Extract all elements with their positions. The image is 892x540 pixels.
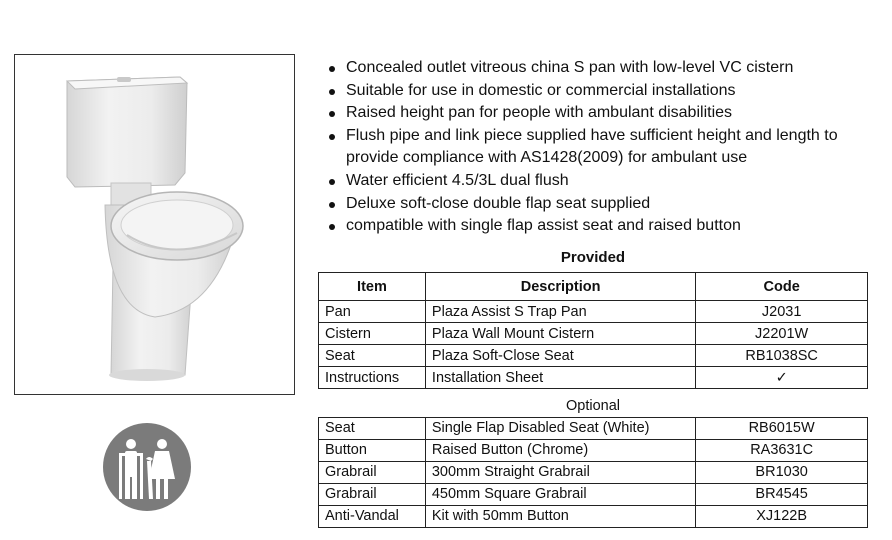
table-row (319, 439, 868, 461)
table-row (319, 323, 868, 345)
cell-description: Plaza Assist S Trap Pan (425, 301, 695, 323)
cell-code: RB1038SC (696, 345, 868, 367)
header-item: Item (319, 273, 426, 301)
optional-table (318, 395, 868, 528)
feature-item: Flush pipe and link piece supplied have sufficient height and length to provide compliance with AS1428(2009) for ambulant use (326, 125, 876, 170)
cell-item: Pan (319, 301, 426, 323)
table-row (319, 345, 868, 367)
feature-item: compatible with single flap assist seat and raised button (326, 215, 876, 238)
cell-code: XJ122B (696, 505, 868, 527)
optional-title: Optional (319, 395, 868, 417)
cell-description: Plaza Soft-Close Seat (425, 345, 695, 367)
cell-code: J2201W (696, 323, 868, 345)
cell-item: Grabrail (319, 461, 426, 483)
cell-code: BR4545 (696, 483, 868, 505)
feature-item: Water efficient 4.5/3L dual flush (326, 170, 876, 193)
feature-item: Deluxe soft-close double flap seat supplied (326, 193, 876, 216)
table-row (319, 417, 868, 439)
cell-code: BR1030 (696, 461, 868, 483)
cell-code: RA3631C (696, 439, 868, 461)
table-row (319, 301, 868, 323)
header-description: Description (425, 273, 695, 301)
product-image-frame (14, 54, 295, 395)
feature-item: Concealed outlet vitreous china S pan with low-level VC cistern (326, 57, 876, 80)
table-row (319, 367, 868, 389)
table-title-row (319, 395, 868, 417)
provided-title: Provided (560, 249, 626, 266)
provided-table (318, 272, 868, 389)
cell-item: Cistern (319, 323, 426, 345)
feature-item: Suitable for use in domestic or commercial installations (326, 80, 876, 103)
cell-description: 300mm Straight Grabrail (425, 461, 695, 483)
feature-list (326, 57, 876, 238)
table-row (319, 505, 868, 527)
checkmark-icon: ✓ (696, 367, 868, 389)
cell-item: Anti-Vandal (319, 505, 426, 527)
table-row (319, 461, 868, 483)
feature-item: Raised height pan for people with ambulant disabilities (326, 102, 876, 125)
cell-item: Instructions (319, 367, 426, 389)
table-header-row (319, 273, 868, 301)
cell-description: Raised Button (Chrome) (425, 439, 695, 461)
cell-code: J2031 (696, 301, 868, 323)
header-code: Code (696, 273, 868, 301)
toilet-suite-image (15, 55, 294, 394)
cell-item: Seat (319, 345, 426, 367)
cell-code: RB6015W (696, 417, 868, 439)
cell-description: Installation Sheet (425, 367, 695, 389)
table-row (319, 483, 868, 505)
cell-item: Seat (319, 417, 426, 439)
cell-description: Single Flap Disabled Seat (White) (425, 417, 695, 439)
cell-item: Grabrail (319, 483, 426, 505)
cell-description: 450mm Square Grabrail (425, 483, 695, 505)
cell-description: Plaza Wall Mount Cistern (425, 323, 695, 345)
cell-item: Button (319, 439, 426, 461)
cell-description: Kit with 50mm Button (425, 505, 695, 527)
ambulant-accessibility-icon (103, 423, 191, 511)
